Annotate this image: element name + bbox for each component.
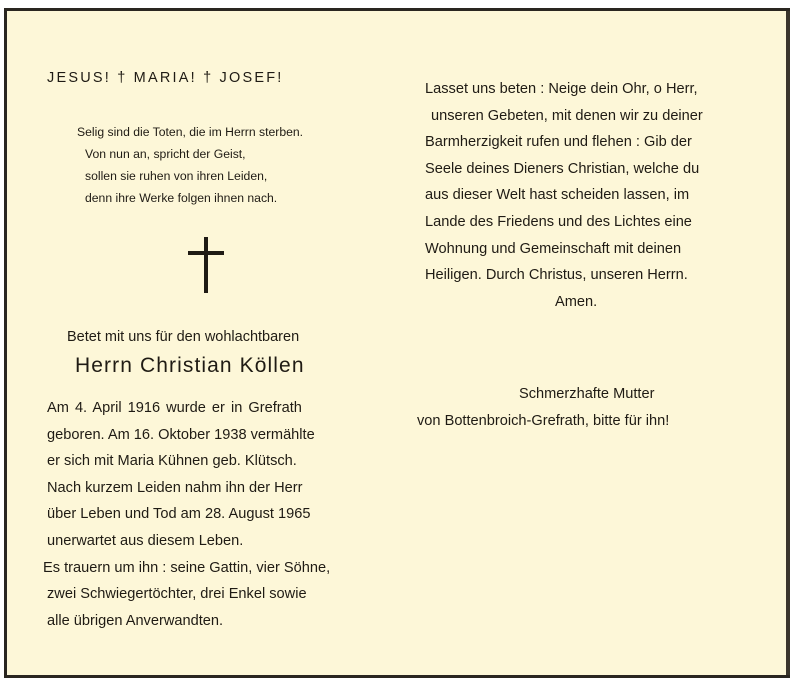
bio-line: Am 4. April 1916 wurde er in Grefrath <box>47 400 302 416</box>
biography <box>43 395 377 634</box>
bio-line: er sich mit Maria Kühnen geb. Klütsch. <box>47 453 297 470</box>
verse-line: sollen sie ruhen von ihren Leiden, <box>85 169 268 183</box>
bio-line: alle übrigen Anverwandten. <box>47 612 224 629</box>
marian-appeal <box>417 381 757 435</box>
prayer-line: Barmherzigkeit rufen und flehen : Gib der <box>425 134 692 151</box>
verse-line: Von nun an, spricht der Geist, <box>85 147 246 161</box>
card-edge <box>786 11 790 675</box>
bio-line: geboren. Am 16. Oktober 1938 vermählte <box>47 426 315 443</box>
verse-line: Selig sind die Toten, die im Herrn sterben. <box>77 125 304 139</box>
prayer-intro: Betet mit uns für den wohlachtbaren <box>67 329 300 345</box>
prayer-line: Wohnung und Gemeinschaft mit deinen <box>425 240 682 257</box>
latin-cross-icon <box>188 237 224 293</box>
appeal-line: Schmerzhafte Mutter <box>519 386 655 402</box>
prayer-line: unseren Gebeten, mit denen wir zu deiner <box>431 107 703 124</box>
prayer-line: Seele deines Dieners Christian, welche du <box>425 160 700 177</box>
bio-line: Nach kurzem Leiden nahm ihn der Herr <box>47 479 303 496</box>
prayer-line: Lande des Friedens und des Lichtes eine <box>425 213 692 230</box>
bio-line: zwei Schwiegertöchter, drei Enkel sowie <box>47 586 307 603</box>
memorial-card <box>4 8 790 678</box>
bio-line: Es trauern um ihn : seine Gattin, vier Söhne, <box>43 559 331 576</box>
prayer-line: aus dieser Welt hast scheiden lassen, im <box>425 187 690 204</box>
appeal-line: von Bottenbroich-Grefrath, bitte für ihn! <box>417 413 670 429</box>
bio-line: unerwartet aus diesem Leben. <box>47 532 244 549</box>
bible-verse <box>77 121 397 209</box>
bio-line: über Leben und Tod am 28. August 1965 <box>47 506 311 523</box>
verse-line: denn ihre Werke folgen ihnen nach. <box>85 191 278 205</box>
prayer-line: Heiligen. Durch Christus, unseren Herrn. <box>425 267 688 284</box>
invocation-header: JESUS! † MARIA! † JOSEF! <box>47 70 284 86</box>
prayer-line: Lasset uns beten : Neige dein Ohr, o Herr, <box>425 81 698 97</box>
prayer-line: Amen. <box>555 293 598 310</box>
deceased-name: Herrn Christian Köllen <box>75 354 305 377</box>
closing-prayer <box>425 76 745 315</box>
